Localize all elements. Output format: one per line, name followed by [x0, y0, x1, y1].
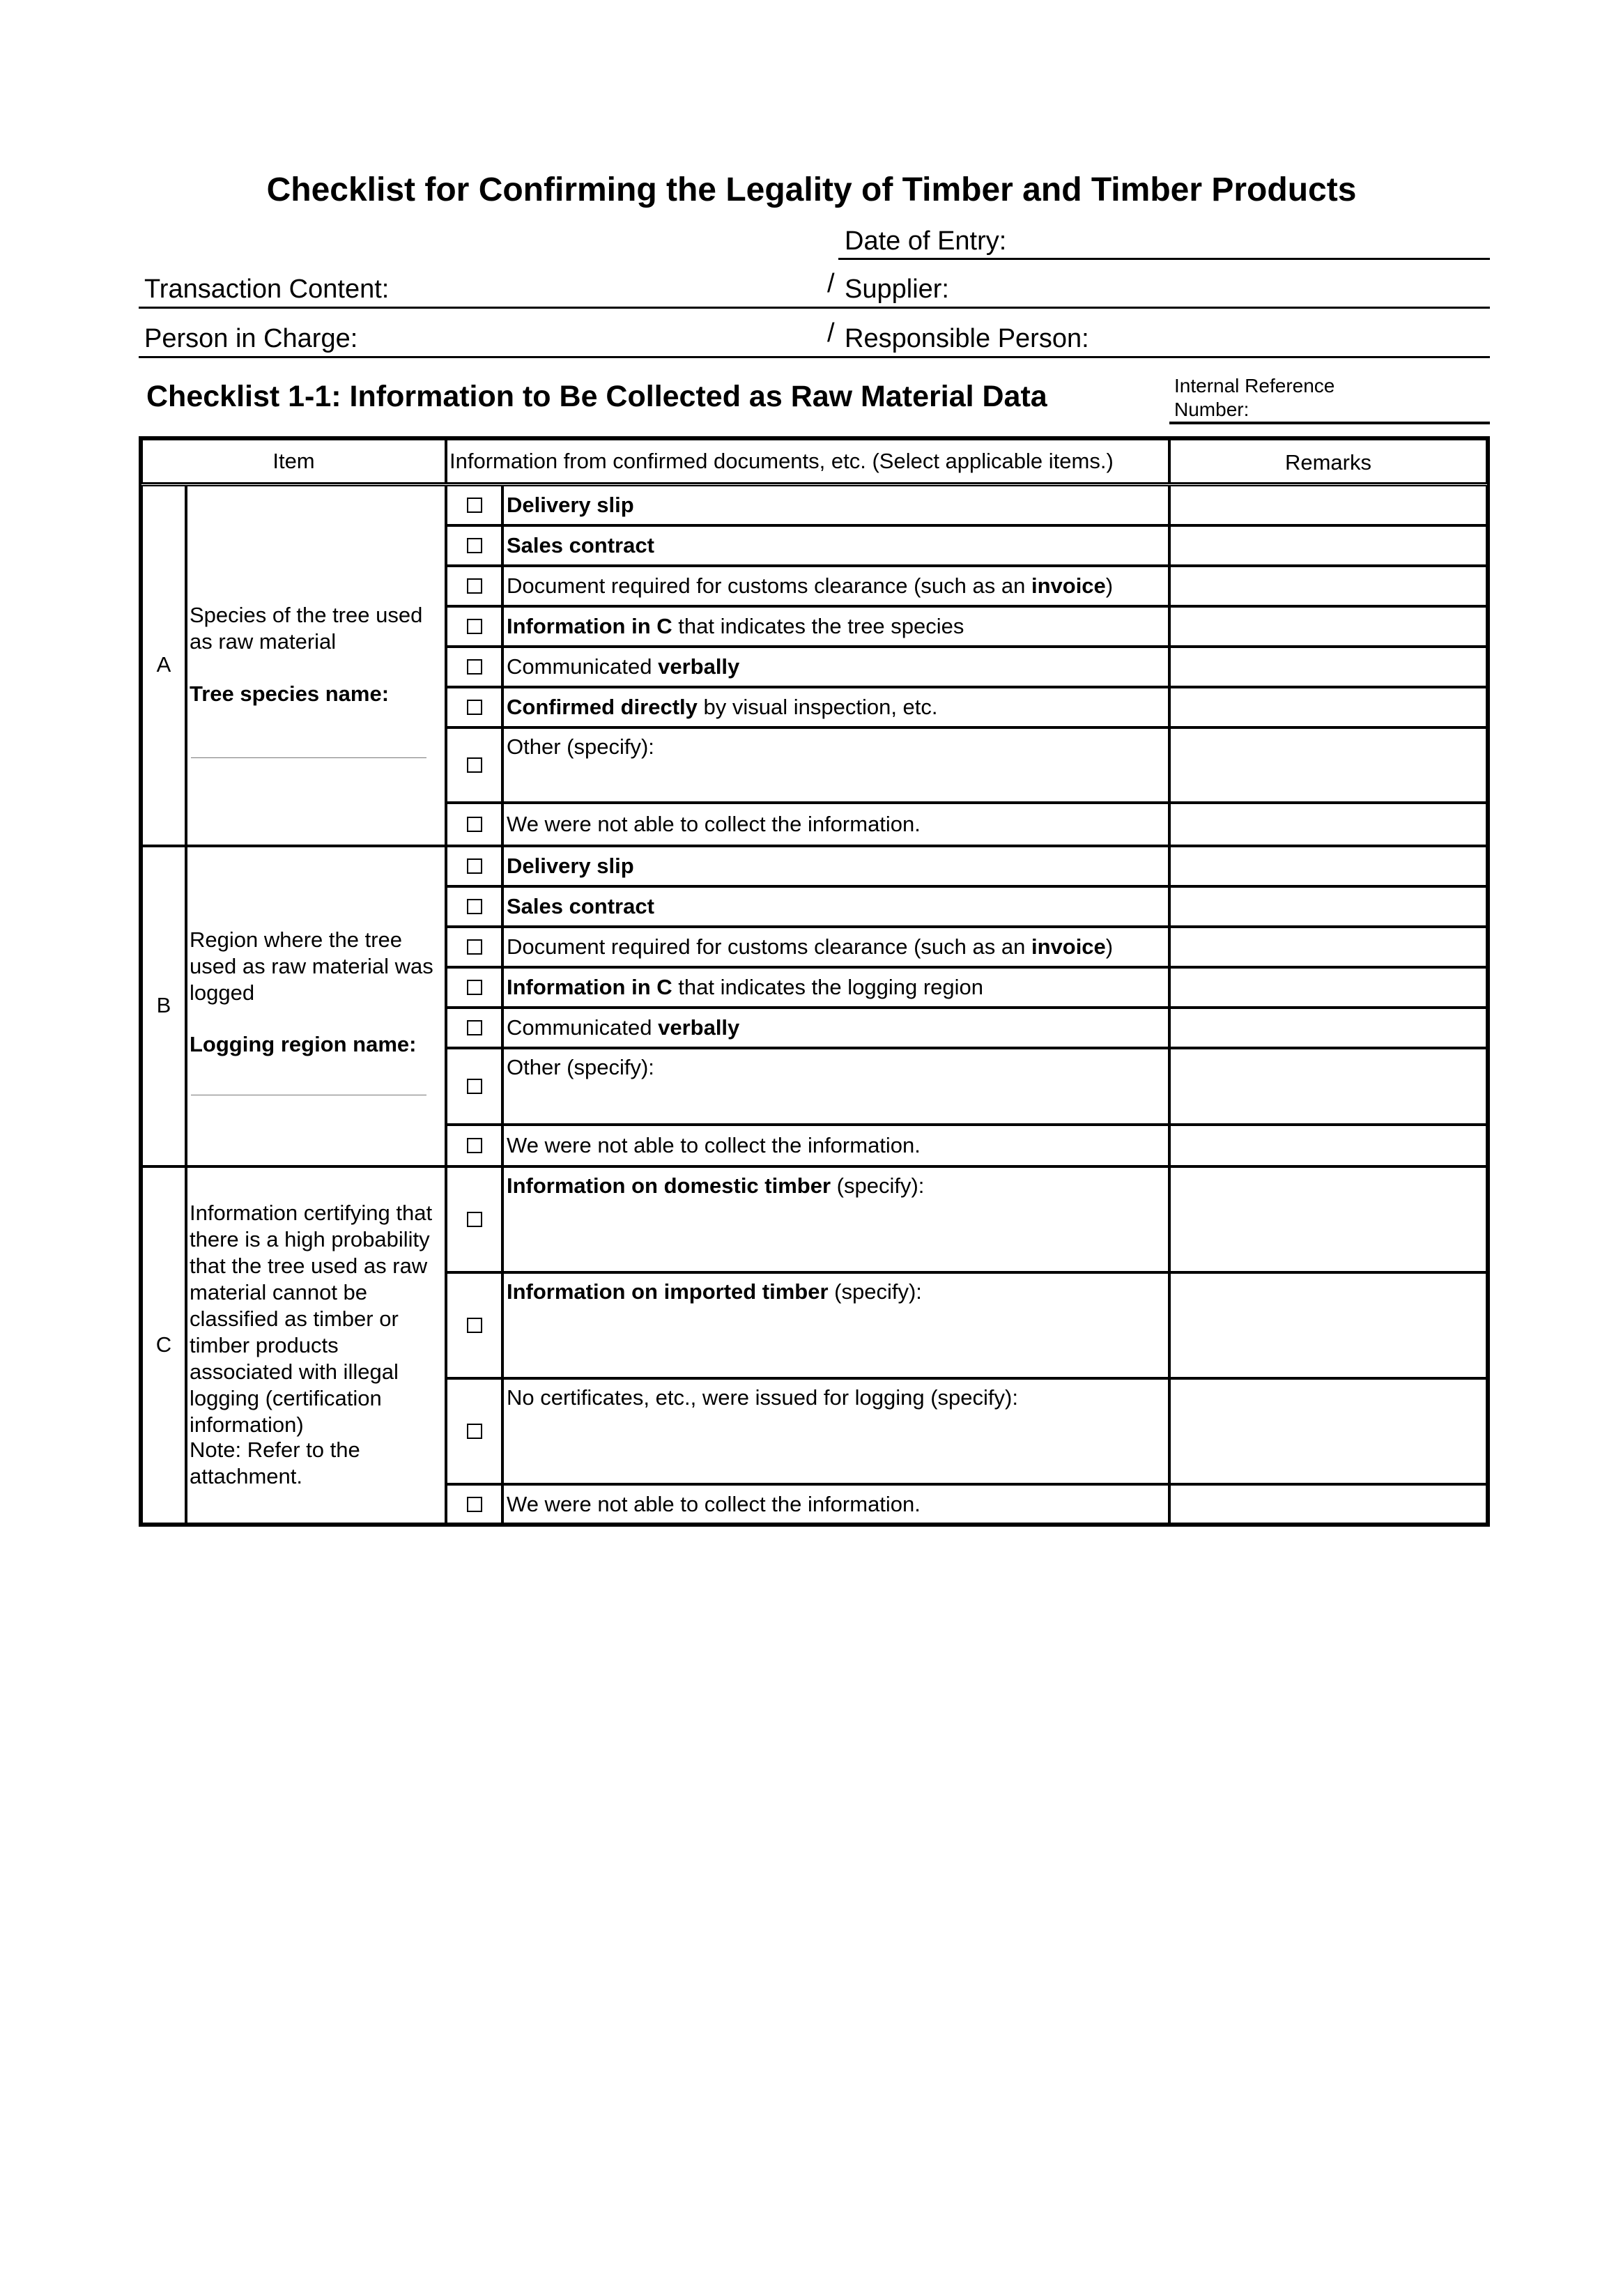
option-label: [507, 1133, 921, 1158]
checkbox-b-1[interactable]: [467, 858, 482, 874]
checkbox-c-4[interactable]: [467, 1497, 482, 1512]
remarks-cell[interactable]: [1169, 1272, 1487, 1378]
option-text: No certificates, etc., were issued for logging (specify):: [507, 1385, 1018, 1410]
option-label: [507, 1385, 1018, 1410]
section-b-desc-cell: [186, 846, 446, 1166]
remarks-cell[interactable]: [1169, 1378, 1487, 1484]
section-b-letter: B: [156, 993, 171, 1017]
remarks-cell[interactable]: [1169, 803, 1487, 846]
option-text-bold: Delivery slip: [507, 854, 634, 878]
checkbox-b-5[interactable]: [467, 1020, 482, 1035]
option-text-bold: Delivery slip: [507, 493, 634, 517]
responsible-person-label: Responsible Person:: [845, 324, 1089, 353]
slash-separator: /: [827, 318, 835, 348]
checkbox-c-2[interactable]: [467, 1318, 482, 1333]
internal-reference-line2: Number:: [1174, 399, 1249, 420]
option-label: [507, 734, 654, 760]
option-text: that indicates the tree species: [672, 614, 964, 638]
option-text: by visual inspection, etc.: [697, 695, 938, 719]
option-label: [507, 854, 634, 879]
option-text: We were not able to collect the information.: [507, 1133, 921, 1157]
remarks-cell[interactable]: [1169, 927, 1487, 967]
option-text: We were not able to collect the information.: [507, 812, 921, 836]
option-label: [507, 1015, 739, 1040]
checkbox-c-1[interactable]: [467, 1212, 482, 1227]
option-label: [507, 654, 739, 679]
option-text-bold: invoice: [1031, 573, 1106, 598]
checkbox-a-7[interactable]: [467, 757, 482, 773]
section-b-name-label: Logging region name:: [190, 1032, 417, 1056]
option-text: (specify):: [828, 1279, 922, 1304]
option-label: [507, 614, 964, 639]
option-label: [507, 1055, 654, 1080]
checkbox-b-4[interactable]: [467, 980, 482, 995]
internal-reference-line[interactable]: [1169, 422, 1490, 424]
option-text-bold: Sales contract: [507, 533, 654, 557]
option-text-bold: verbally: [658, 654, 740, 679]
option-text: (specify):: [831, 1173, 925, 1198]
remarks-cell[interactable]: [1169, 525, 1487, 566]
option-label: [507, 812, 921, 837]
internal-reference-line1: Internal Reference: [1174, 375, 1335, 396]
option-text: We were not able to collect the information.: [507, 1491, 921, 1516]
slash-separator: /: [827, 269, 835, 298]
option-label: [507, 1279, 922, 1304]
remarks-cell[interactable]: [1169, 846, 1487, 886]
option-text-bold: Information on imported timber: [507, 1279, 829, 1304]
option-text: Communicated: [507, 654, 659, 679]
header-info: Information from confirmed documents, etc. (Select applicable items.): [449, 449, 1114, 473]
checkbox-b-6[interactable]: [467, 1079, 482, 1094]
checkbox-a-6[interactable]: [467, 700, 482, 715]
person-responsible-line[interactable]: [139, 356, 1490, 358]
transaction-content-label: Transaction Content:: [144, 275, 390, 304]
header-remarks: Remarks: [1284, 450, 1371, 475]
option-text: Other (specify):: [507, 1055, 654, 1079]
section-a-name-label: Tree species name:: [190, 681, 390, 706]
option-label: [507, 1492, 921, 1517]
option-text: ): [1105, 573, 1114, 598]
checkbox-a-1[interactable]: [467, 498, 482, 513]
remarks-cell[interactable]: [1169, 485, 1487, 525]
remarks-cell[interactable]: [1169, 1048, 1487, 1125]
option-label: [507, 1173, 924, 1199]
option-label: [507, 493, 634, 518]
date-of-entry-line[interactable]: [838, 258, 1490, 260]
remarks-cell[interactable]: [1169, 727, 1487, 803]
remarks-cell[interactable]: [1169, 606, 1487, 647]
option-text: Communicated: [507, 1015, 659, 1040]
checkbox-a-4[interactable]: [467, 619, 482, 634]
remarks-cell[interactable]: [1169, 687, 1487, 727]
remarks-cell[interactable]: [1169, 1125, 1487, 1166]
option-text-bold: Information in C: [507, 614, 672, 638]
checkbox-b-3[interactable]: [467, 939, 482, 955]
section-c-desc: Information certifying that there is a high probability that the tree used as raw material cannot be classified as timber or timber products associated with illegal logging (certification information): [190, 1201, 433, 1437]
option-text-bold: invoice: [1031, 934, 1106, 959]
checkbox-a-3[interactable]: [467, 578, 482, 594]
remarks-cell[interactable]: [1169, 967, 1487, 1008]
remarks-cell[interactable]: [1169, 1484, 1487, 1524]
option-text: Document required for customs clearance (such as an: [507, 934, 1031, 959]
checkbox-c-3[interactable]: [467, 1424, 482, 1439]
checkbox-b-7[interactable]: [467, 1138, 482, 1153]
option-label: [507, 934, 1113, 960]
supplier-label: Supplier:: [845, 275, 949, 304]
section-c-note: Note: Refer to the attachment.: [190, 1438, 360, 1488]
option-text: Other (specify):: [507, 734, 654, 759]
person-in-charge-label: Person in Charge:: [144, 324, 358, 353]
header-bottom-rule: [141, 482, 1487, 484]
option-label: [507, 975, 983, 1000]
section-b-desc: Region where the tree used as raw material was logged: [190, 927, 433, 1005]
section-a-letter: A: [156, 652, 171, 677]
option-text-bold: verbally: [658, 1015, 740, 1040]
internal-reference-label: [1174, 374, 1334, 422]
header-item: Item: [272, 449, 315, 473]
section-a-desc-cell: [186, 485, 446, 846]
option-text-bold: Confirmed directly: [507, 695, 698, 719]
section-c-letter: C: [155, 1332, 172, 1357]
remarks-cell[interactable]: [1169, 566, 1487, 606]
option-label: [507, 695, 938, 720]
option-text-bold: Sales contract: [507, 894, 654, 918]
section-a-desc: Species of the tree used as raw material: [190, 603, 423, 654]
checkbox-a-5[interactable]: [467, 659, 482, 675]
option-label: [507, 573, 1113, 599]
remarks-cell[interactable]: [1169, 647, 1487, 687]
remarks-cell[interactable]: [1169, 886, 1487, 927]
remarks-cell[interactable]: [1169, 1166, 1487, 1272]
checklist-title: Checklist 1-1: Information to Be Collected as Raw Material Data: [146, 380, 1047, 413]
option-text: ): [1105, 934, 1114, 959]
date-of-entry-label: Date of Entry:: [845, 226, 1007, 256]
option-text: that indicates the logging region: [672, 975, 984, 999]
option-text-bold: Information on domestic timber: [507, 1173, 831, 1198]
option-label: [507, 533, 654, 558]
remarks-cell[interactable]: [1169, 1008, 1487, 1048]
option-text-bold: Information in C: [507, 975, 672, 999]
transaction-supplier-line[interactable]: [139, 307, 1490, 309]
option-label: [507, 894, 654, 919]
checkbox-a-8[interactable]: [467, 817, 482, 832]
option-text: Document required for customs clearance (such as an: [507, 573, 1031, 598]
checkbox-a-2[interactable]: [467, 538, 482, 553]
tree-species-name-line[interactable]: [191, 757, 426, 758]
page-title: Checklist for Confirming the Legality of Timber and Timber Products: [266, 171, 1357, 208]
checkbox-b-2[interactable]: [467, 899, 482, 914]
